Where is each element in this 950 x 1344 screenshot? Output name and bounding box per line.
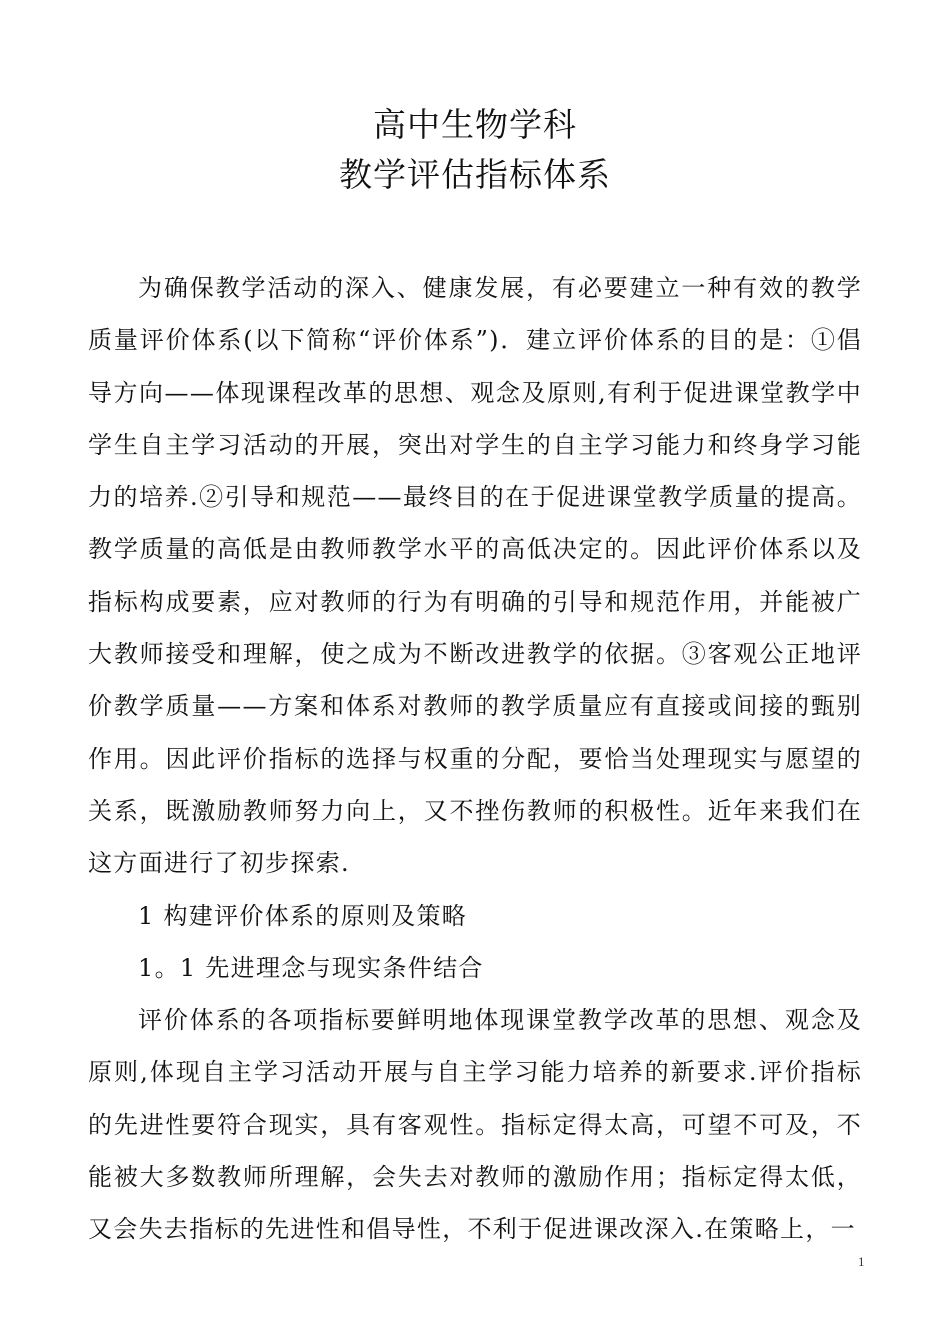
document-title: 高中生物学科 (373, 105, 577, 144)
document-body (88, 262, 862, 1256)
subsection-heading: 1。1 先进理念与现实条件结合 (138, 953, 484, 982)
section-heading: 1 构建评价体系的原则及策略 (138, 901, 468, 930)
intro-paragraph: 为确保教学活动的深入、健康发展，有必要建立一种有效的教学质量评价体系(以下简称“评价体系”)．建立评价体系的目的是：①倡导方向——体现课程改革的思想、观念及原则,有利于促进课堂教学中学生自主学习活动的开展，突出对学生的自主学习能力和终身学习能力的培养.②引导和规范——最终目的在于促进课堂教学质量的提高。教学质量的高低是由教师教学水平的高低决定的。因此评价体系以及指标构成要素，应对教师的行为有明确的引导和规范作用，并能被广大教师接受和理解，使之成为不断改进教学的依据。③客观公正地评价教学质量——方案和体系对教师的教学质量应有直接或间接的甄别作用。因此评价指标的选择与权重的分配，要恰当处理现实与愿望的关系，既激励教师努力向上，又不挫伤教师的积极性。近年来我们在这方面进行了初步探索. (88, 274, 862, 878)
page-number: 1 (858, 1254, 865, 1269)
body-paragraph: 评价体系的各项指标要鲜明地体现课堂教学改革的思想、观念及原则,体现自主学习活动开展与自主学习能力培养的新要求.评价指标的先进性要符合现实，具有客观性。指标定得太高，可望不可及，不能被大多数教师所理解，会失去对教师的激励作用；指标定得太低，又会失去指标的先进性和倡导性，不利于促进课改深入.在策略上，一 (88, 1006, 862, 1244)
document-subtitle: 教学评估指标体系 (339, 155, 611, 194)
